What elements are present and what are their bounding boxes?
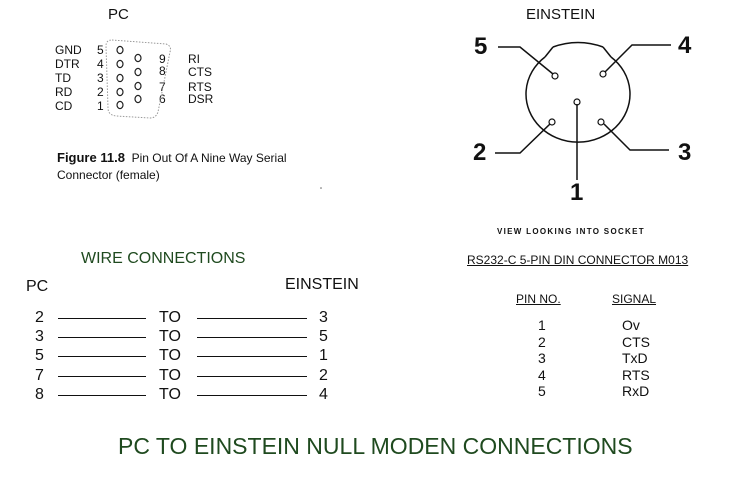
din-pin-label-1: 1 (570, 179, 584, 206)
signal-table-signal: Ov (622, 317, 640, 333)
pc-pin-label: DTR (55, 57, 80, 71)
wire-pc-pin: 8 (35, 386, 44, 403)
din-socket (526, 43, 630, 143)
wire-pc-pin: 5 (35, 347, 44, 364)
din-pin-label-5: 5 (474, 33, 488, 60)
wire-einstein-pin: 5 (319, 328, 328, 345)
pc-pin-number: 2 (97, 85, 104, 99)
wire-to: TO (159, 347, 181, 364)
main-title: PC TO EINSTEIN NULL MODEN CONNECTIONS (118, 433, 633, 459)
wire-line-left (58, 376, 146, 377)
pc-pin-label: RTS (188, 80, 212, 94)
pc-pin-number: 5 (97, 43, 104, 57)
pc-pin-label: DSR (188, 92, 214, 106)
db9-left-holes (117, 46, 123, 108)
pc-pin-number: 4 (97, 57, 104, 71)
wire-row (0, 366, 360, 386)
signal-table-signal: RTS (622, 367, 650, 383)
wire-line-right (197, 395, 307, 396)
din-leader-lines (495, 45, 671, 180)
wire-einstein-header: EINSTEIN (285, 276, 359, 293)
wire-pc-pin: 7 (35, 367, 44, 384)
wire-line-left (58, 356, 146, 357)
wire-to: TO (159, 386, 181, 403)
wire-row (0, 346, 360, 366)
din-key-top (553, 43, 603, 48)
signal-table-signal-header: SIGNAL (612, 292, 657, 306)
db9-shell-outline (106, 40, 171, 118)
figure-caption-line2: Connector (female) (57, 168, 160, 182)
din-pin-label-4: 4 (678, 32, 692, 59)
signal-table-pin-header: PIN NO. (516, 292, 561, 306)
speck-dot (320, 187, 322, 189)
wire-pc-header: PC (26, 278, 49, 295)
wire-line-left (58, 318, 146, 319)
pc-connector-title: PC (108, 6, 129, 23)
connector-name: RS232-C 5-PIN DIN CONNECTOR M013 (467, 253, 689, 267)
pc-pin-number: 6 (159, 92, 166, 106)
din-key-right (603, 47, 611, 57)
pc-pin-number: 1 (97, 99, 104, 113)
din-pin-label-3: 3 (678, 139, 692, 166)
signal-table-pin: 5 (538, 383, 546, 399)
pc-pin-number: 3 (97, 71, 104, 85)
wire-pc-pin: 3 (35, 328, 44, 345)
pc-pin-label: RD (55, 85, 73, 99)
wire-line-right (197, 318, 307, 319)
wire-line-right (197, 337, 307, 338)
signal-table-pin: 4 (538, 367, 546, 383)
wire-line-right (197, 376, 307, 377)
wire-to: TO (159, 309, 181, 326)
view-caption: VIEW LOOKING INTO SOCKET (497, 227, 645, 236)
signal-table-signal: CTS (622, 334, 650, 350)
wire-to: TO (159, 367, 181, 384)
wire-line-left (58, 395, 146, 396)
wire-einstein-pin: 4 (319, 386, 328, 403)
signal-table-signal: RxD (622, 383, 650, 399)
wire-row (0, 327, 360, 347)
pc-pin-label: TD (55, 71, 71, 85)
din-key-left (545, 47, 553, 57)
db9-right-holes (135, 54, 141, 102)
wire-pc-pin: 2 (35, 309, 44, 326)
din-pin-label-2: 2 (473, 139, 487, 166)
pc-pin-label: RI (188, 52, 200, 66)
einstein-connector-title: EINSTEIN (526, 6, 596, 23)
wire-to: TO (159, 328, 181, 345)
figure-label: Figure 11.8 (57, 150, 125, 165)
figure-caption-line1 (57, 150, 287, 165)
wire-row (0, 385, 360, 405)
pc-pin-number: 7 (159, 80, 166, 94)
wire-connections-title: WIRE CONNECTIONS (81, 250, 246, 267)
wire-einstein-pin: 3 (319, 309, 328, 326)
signal-table-pin: 3 (538, 350, 546, 366)
signal-table-pin: 2 (538, 334, 546, 350)
signal-table-signal: TxD (622, 350, 648, 366)
signal-table-pin: 1 (538, 317, 546, 333)
pc-pin-label: CD (55, 99, 73, 113)
wire-row (0, 308, 360, 328)
pc-pin-label: GND (55, 43, 82, 57)
wire-einstein-pin: 2 (319, 367, 328, 384)
figure-caption-text: Pin Out Of A Nine Way Serial (131, 151, 287, 165)
pc-pin-number: 9 (159, 52, 166, 66)
wire-line-left (58, 337, 146, 338)
wire-line-right (197, 356, 307, 357)
wire-einstein-pin: 1 (319, 347, 328, 364)
pc-pin-label: CTS (188, 65, 212, 79)
pc-pin-number: 8 (159, 64, 166, 78)
